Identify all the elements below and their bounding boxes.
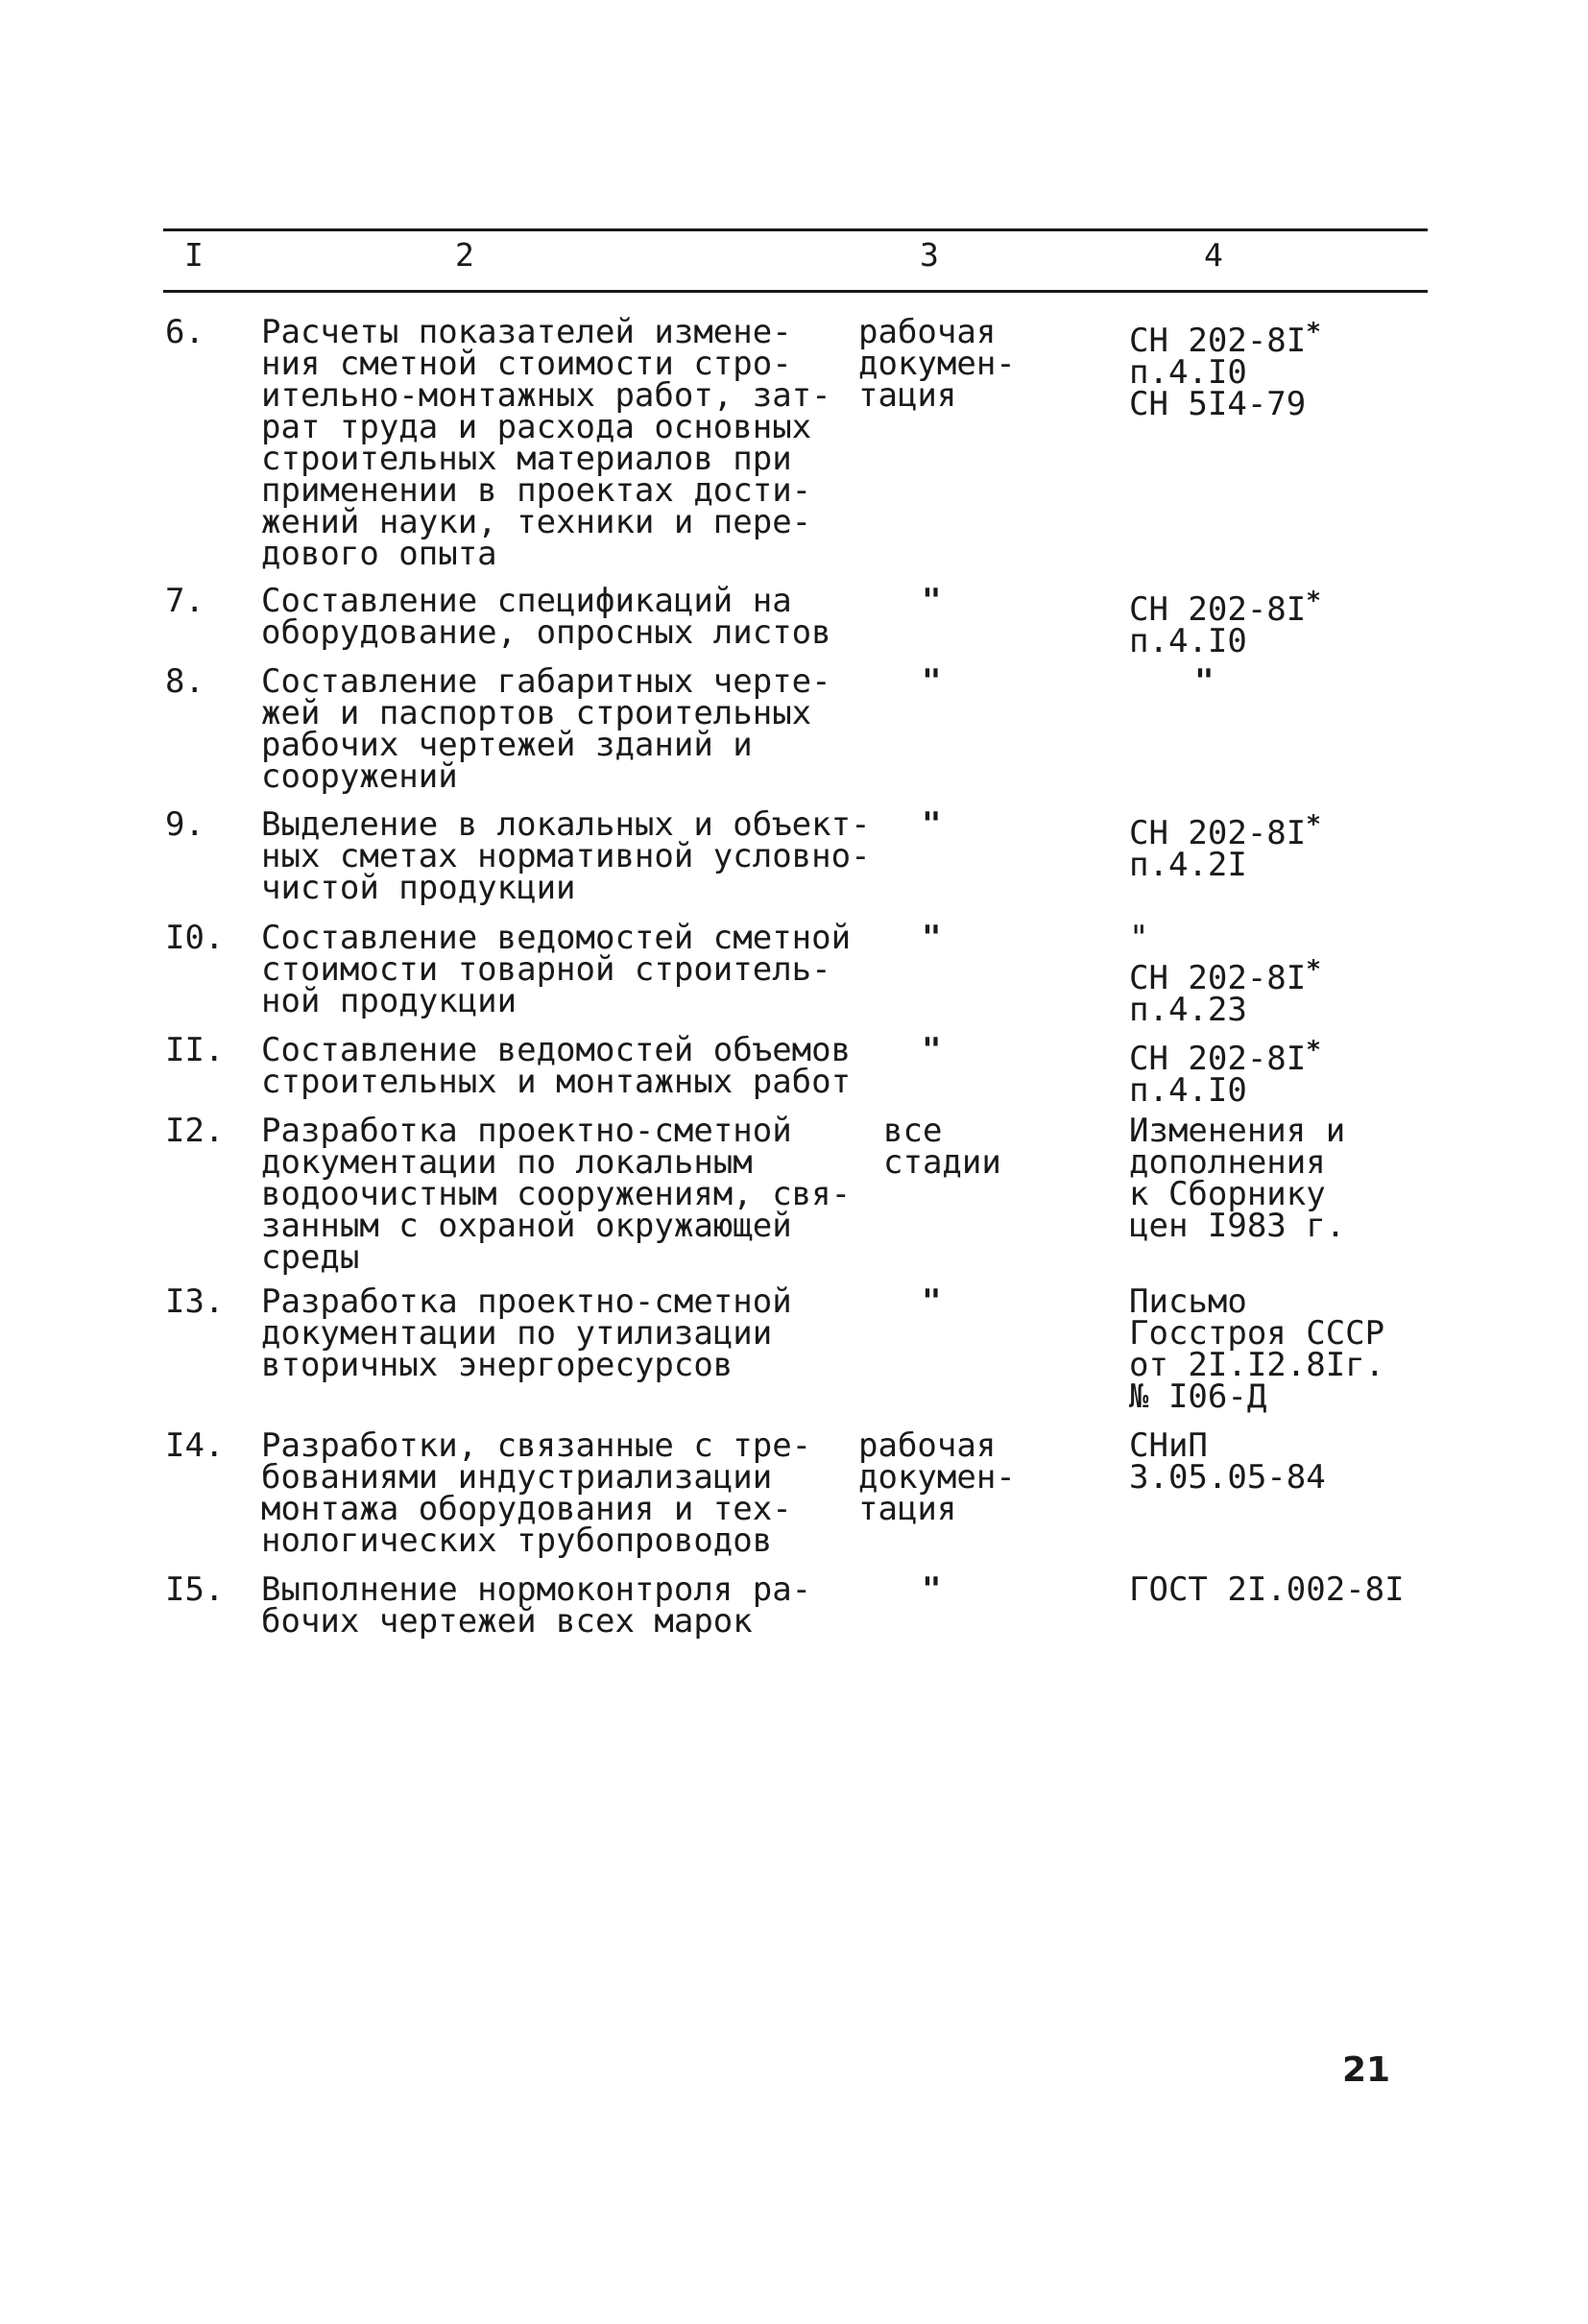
header-bottom-rule (163, 290, 1428, 293)
asterisk-mark: * (1306, 955, 1321, 984)
row-number: II. (165, 1031, 225, 1069)
asterisk-mark: * (1306, 587, 1321, 615)
row-reference: СНиП 3.05.05-84 (1129, 1426, 1326, 1497)
row-number: I0. (165, 919, 225, 957)
row-reference: СН 202-8I* п.4.2I (1129, 810, 1321, 884)
row-number: 8. (165, 662, 205, 701)
page-number: 21 (1342, 2050, 1391, 2090)
row-reference: Изменения и дополнения к Сборнику цен I983 г. (1129, 1112, 1346, 1245)
row-reference: ГОСТ 2I.002-8I (1129, 1570, 1405, 1609)
header-col-3: 3 (920, 236, 939, 274)
row-reference: " (1194, 662, 1215, 701)
row-stage: рабочая докумен- тация (858, 313, 1016, 415)
row-reference: Письмо Госстроя СССР от 2I.I2.8Iг. № I06-Д (1129, 1282, 1385, 1416)
row-reference: " СН 202-8I* п.4.23 (1129, 919, 1321, 1029)
row-description: Выполнение нормоконтроля ра- бочих чертежей всех марок (261, 1570, 812, 1641)
row-description: Разработки, связанные с тре- бованиями индустриализации монтажа оборудования и тех- нологических трубопроводов (261, 1426, 812, 1560)
row-description: Выделение в локальных и объект- ных сметах нормативной условно- чистой продукции (261, 805, 871, 907)
row-number: I4. (165, 1426, 225, 1465)
row-stage: " (922, 1570, 942, 1609)
row-reference: СН 202-8I* п.4.I0 СН 5I4-79 (1129, 318, 1321, 423)
row-number: 9. (165, 805, 205, 844)
row-stage: рабочая докумен- тация (858, 1426, 1016, 1528)
row-description: Составление ведомостей объемов строительных и монтажных работ (261, 1031, 852, 1101)
row-stage: " (922, 1031, 942, 1069)
asterisk-mark: * (1306, 1036, 1321, 1065)
row-description: Разработка проектно-сметной документации по утилизации вторичных энергоресурсов (261, 1282, 792, 1384)
row-number: 7. (165, 582, 205, 620)
row-stage: " (922, 919, 942, 957)
row-description: Составление спецификаций на оборудование, опросных листов (261, 582, 831, 652)
row-number: I5. (165, 1570, 225, 1609)
row-stage: все стадии (883, 1112, 1001, 1182)
row-stage: " (922, 805, 942, 844)
row-number: I2. (165, 1112, 225, 1150)
table-top-rule (163, 228, 1428, 231)
row-reference: СН 202-8I* п.4.I0 (1129, 1036, 1321, 1110)
row-stage: " (922, 1282, 942, 1321)
row-number: 6. (165, 313, 205, 351)
asterisk-mark: * (1306, 318, 1321, 347)
row-description: Разработка проектно-сметной документации по локальным водоочистным сооружениям, свя- занным с охраной окружающей среды (261, 1112, 852, 1277)
asterisk-mark: * (1306, 810, 1321, 839)
row-reference: СН 202-8I* п.4.I0 (1129, 587, 1321, 660)
row-stage: " (922, 662, 942, 701)
header-col-1: I (184, 236, 204, 274)
row-description: Составление габаритных черте- жей и паспортов строительных рабочих чертежей зданий и сооружений (261, 662, 831, 796)
row-description: Расчеты показателей измене- ния сметной стоимости стро- ительно-монтажных работ, зат- рат труда и расхода основных строительных материалов при применении в проектах дости- жений науки, техники и пере- дового опыта (261, 313, 831, 573)
row-stage: " (922, 582, 942, 620)
row-description: Составление ведомостей сметной стоимости товарной строитель- ной продукции (261, 919, 852, 1020)
header-col-4: 4 (1204, 236, 1223, 274)
header-col-2: 2 (455, 236, 474, 274)
row-number: I3. (165, 1282, 225, 1321)
